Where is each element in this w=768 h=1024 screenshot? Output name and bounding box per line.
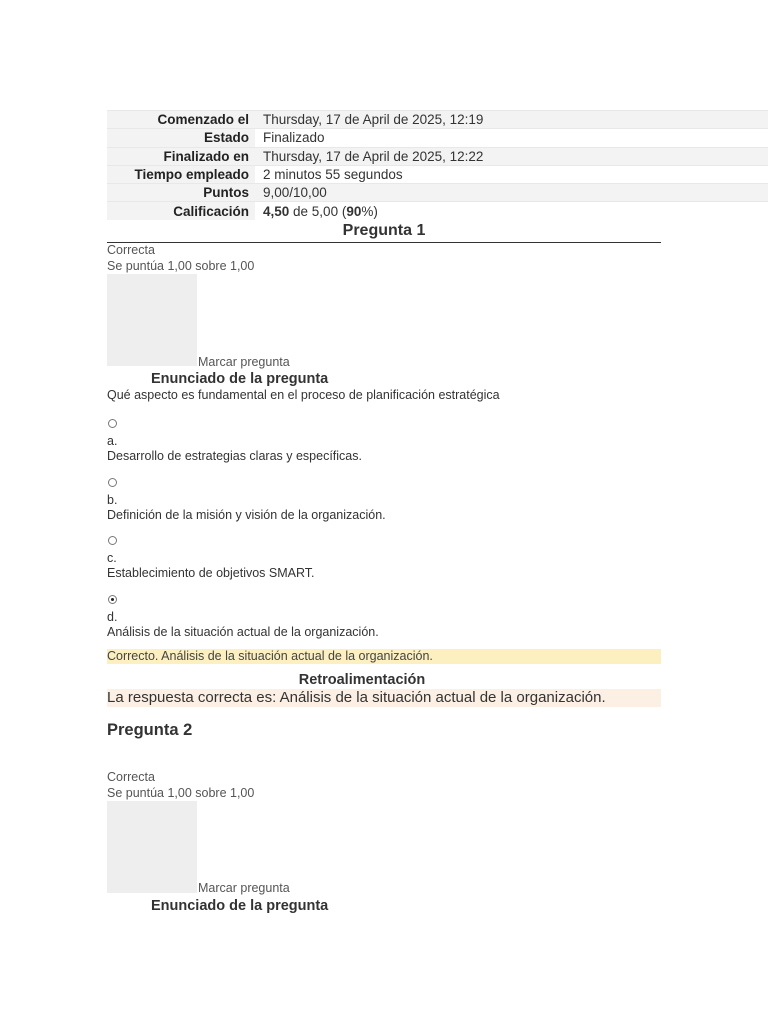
specific-feedback: Correcto. Análisis de la situación actual de la organización. xyxy=(107,649,661,664)
summary-row-started xyxy=(107,111,768,129)
summary-row-state xyxy=(107,129,768,147)
option-a-text: Desarrollo de estrategias claras y específicas. xyxy=(107,449,362,463)
summary-value: Thursday, 17 de April de 2025, 12:19 xyxy=(255,111,768,129)
option-c-letter: c. xyxy=(107,551,117,565)
summary-row-grade xyxy=(107,202,768,220)
summary-value: Finalizado xyxy=(255,129,768,147)
grade-mid: de 5,00 ( xyxy=(289,203,347,219)
summary-row-time xyxy=(107,165,768,183)
grade-percent: 90 xyxy=(346,203,362,219)
summary-row-points xyxy=(107,184,768,202)
option-c-text: Establecimiento de objetivos SMART. xyxy=(107,566,315,580)
question-1-state: Correcta xyxy=(107,243,155,257)
feedback-heading: Retroalimentación xyxy=(107,671,617,689)
question-1-statement-heading: Enunciado de la pregunta xyxy=(151,371,329,387)
option-b-radio[interactable] xyxy=(108,478,117,487)
option-a-letter: a. xyxy=(107,434,118,448)
option-d-radio[interactable] xyxy=(108,595,117,604)
summary-label: Estado xyxy=(107,129,255,147)
question-1-score: Se puntúa 1,00 sobre 1,00 xyxy=(107,259,255,273)
attempt-summary-table xyxy=(107,110,768,220)
summary-row-finished xyxy=(107,147,768,165)
option-c-radio[interactable] xyxy=(108,536,117,545)
option-b-text: Definición de la misión y visión de la organización. xyxy=(107,508,386,522)
summary-value: 2 minutos 55 segundos xyxy=(255,165,768,183)
summary-label: Comenzado el xyxy=(107,111,255,129)
option-d-text: Análisis de la situación actual de la organización. xyxy=(107,625,379,639)
flag-question-link-2[interactable]: Marcar pregunta xyxy=(198,881,290,895)
question-2-title: Pregunta 2 xyxy=(107,721,193,739)
option-a-radio[interactable] xyxy=(108,419,117,428)
grade-value: 4,50 xyxy=(263,203,290,219)
summary-label: Puntos xyxy=(107,184,255,202)
right-answer-text: La respuesta correcta es: Análisis de la situación actual de la organización. xyxy=(107,689,606,706)
summary-label: Calificación xyxy=(107,202,255,220)
grade-end: %) xyxy=(361,203,378,219)
option-b-letter: b. xyxy=(107,493,118,507)
summary-label: Finalizado en xyxy=(107,147,255,165)
flag-question-placeholder-2[interactable] xyxy=(107,801,197,893)
question-1-title: Pregunta 1 xyxy=(107,222,661,243)
flag-question-link[interactable]: Marcar pregunta xyxy=(198,355,290,369)
option-d-letter: d. xyxy=(107,610,118,624)
summary-value: 9,00/10,00 xyxy=(255,184,768,202)
question-2-statement-heading: Enunciado de la pregunta xyxy=(151,898,329,914)
question-2-score: Se puntúa 1,00 sobre 1,00 xyxy=(107,786,255,800)
question-1-text: Qué aspecto es fundamental en el proceso de planificación estratégica xyxy=(107,388,500,402)
summary-value: Thursday, 17 de April de 2025, 12:22 xyxy=(255,147,768,165)
flag-question-placeholder[interactable] xyxy=(107,274,197,366)
question-2-state: Correcta xyxy=(107,770,155,784)
summary-value xyxy=(255,202,768,220)
summary-label: Tiempo empleado xyxy=(107,165,255,183)
